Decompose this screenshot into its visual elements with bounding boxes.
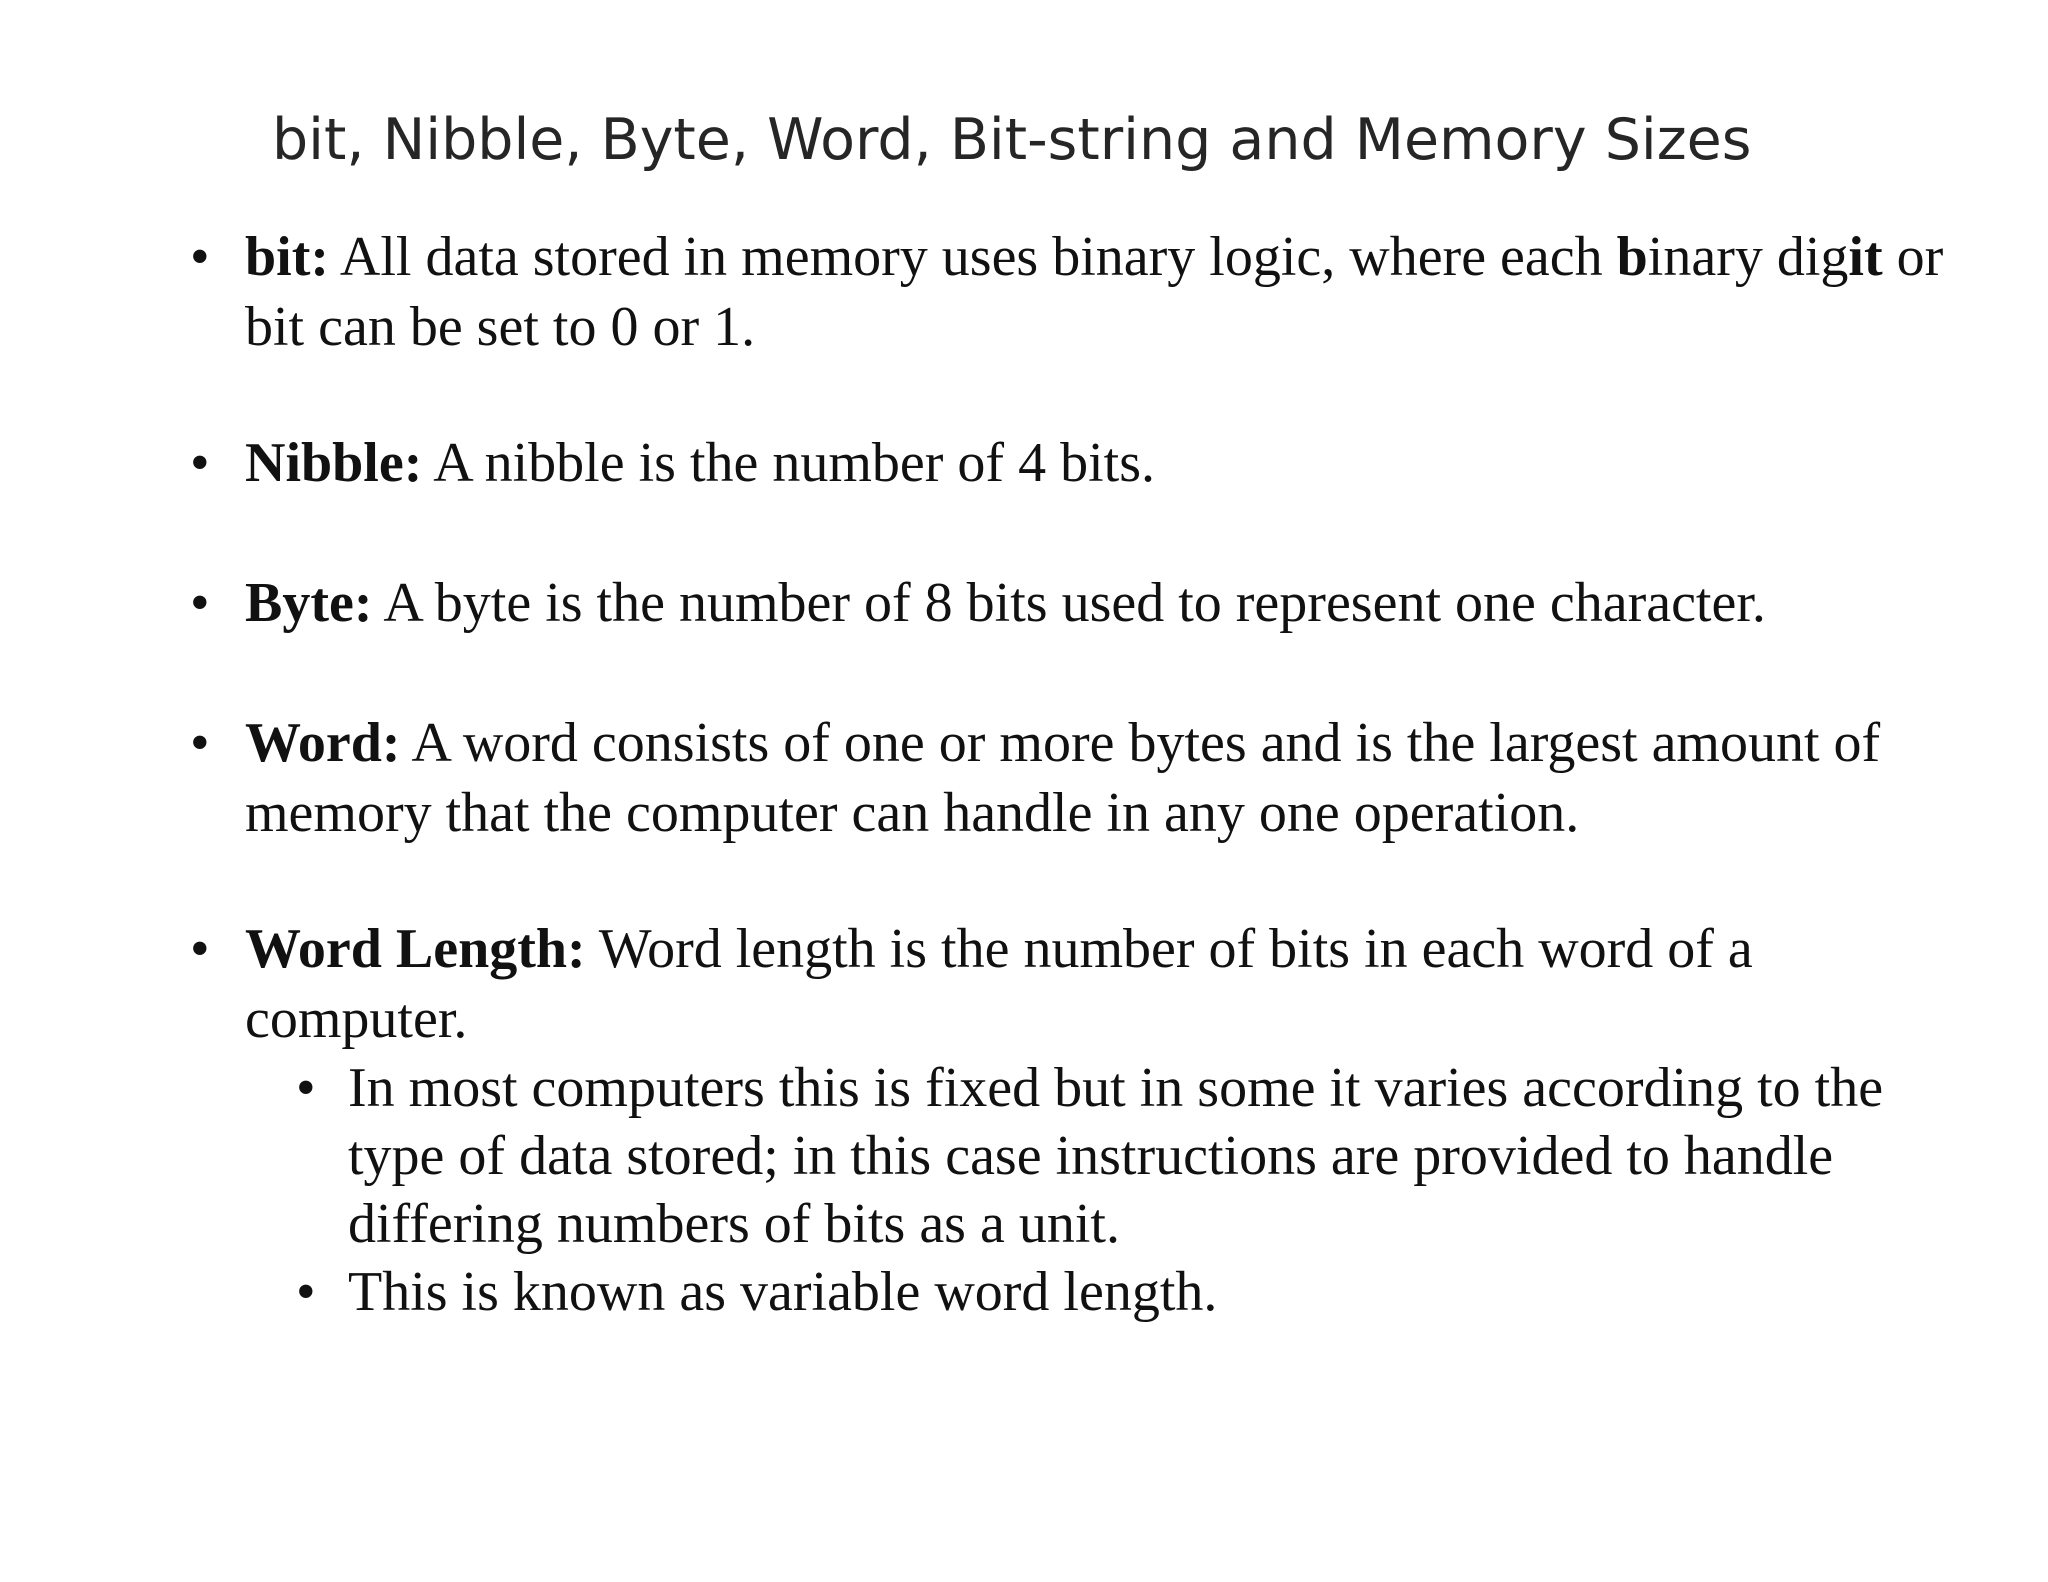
definition-text: A byte is the number of 8 bits used to represent one character. (372, 572, 1766, 634)
bullet-item-word-length (190, 914, 1825, 1054)
term-nibble: Nibble: (245, 432, 423, 494)
definition-text: All data stored in memory uses binary logic, where each (329, 226, 1617, 288)
definition-text: A nibble is the number of 4 bits. (422, 432, 1155, 494)
bullet-icon: • (190, 432, 210, 494)
bullet-icon: • (190, 572, 210, 634)
bullet-icon: • (296, 1057, 316, 1119)
bullet-icon: • (190, 918, 210, 980)
bullet-item-nibble (190, 428, 2005, 498)
term-word: Word: (245, 712, 401, 774)
sub-bullet-text: In most computers this is fixed but in some it varies according to the type of data stored; in this case instructions are provided to handle differing numbers of bits as a unit. (348, 1057, 1884, 1255)
definition-text: A word consists of one or more bytes and is the largest amount of memory that the computer can handle in any one operation. (245, 712, 1881, 844)
term-bit: bit: (245, 226, 329, 288)
term-word-length: Word Length: (245, 918, 586, 980)
sub-bullet-text: This is known as variable word length. (348, 1261, 1218, 1323)
definition-text: or bit can be set to 0 or 1. (245, 226, 1944, 358)
sub-bullet-item (296, 1054, 1968, 1258)
sub-bullet-item (296, 1258, 1968, 1326)
definition-text: inary dig (1647, 226, 1849, 288)
bullet-icon: • (190, 712, 210, 774)
slide-title: bit, Nibble, Byte, Word, Bit-string and Memory Sizes (272, 107, 1752, 173)
bullet-item-bit (190, 222, 2005, 362)
bullet-item-byte (190, 568, 2005, 638)
bullet-icon: • (190, 226, 210, 288)
bullet-item-word (190, 708, 1965, 848)
emphasis-it: it (1848, 226, 1883, 288)
bullet-icon: • (296, 1261, 316, 1323)
emphasis-b: b (1616, 226, 1648, 288)
term-byte: Byte: (245, 572, 373, 634)
definition-text: Word length is the number of bits in each word of a computer. (245, 918, 1753, 1050)
